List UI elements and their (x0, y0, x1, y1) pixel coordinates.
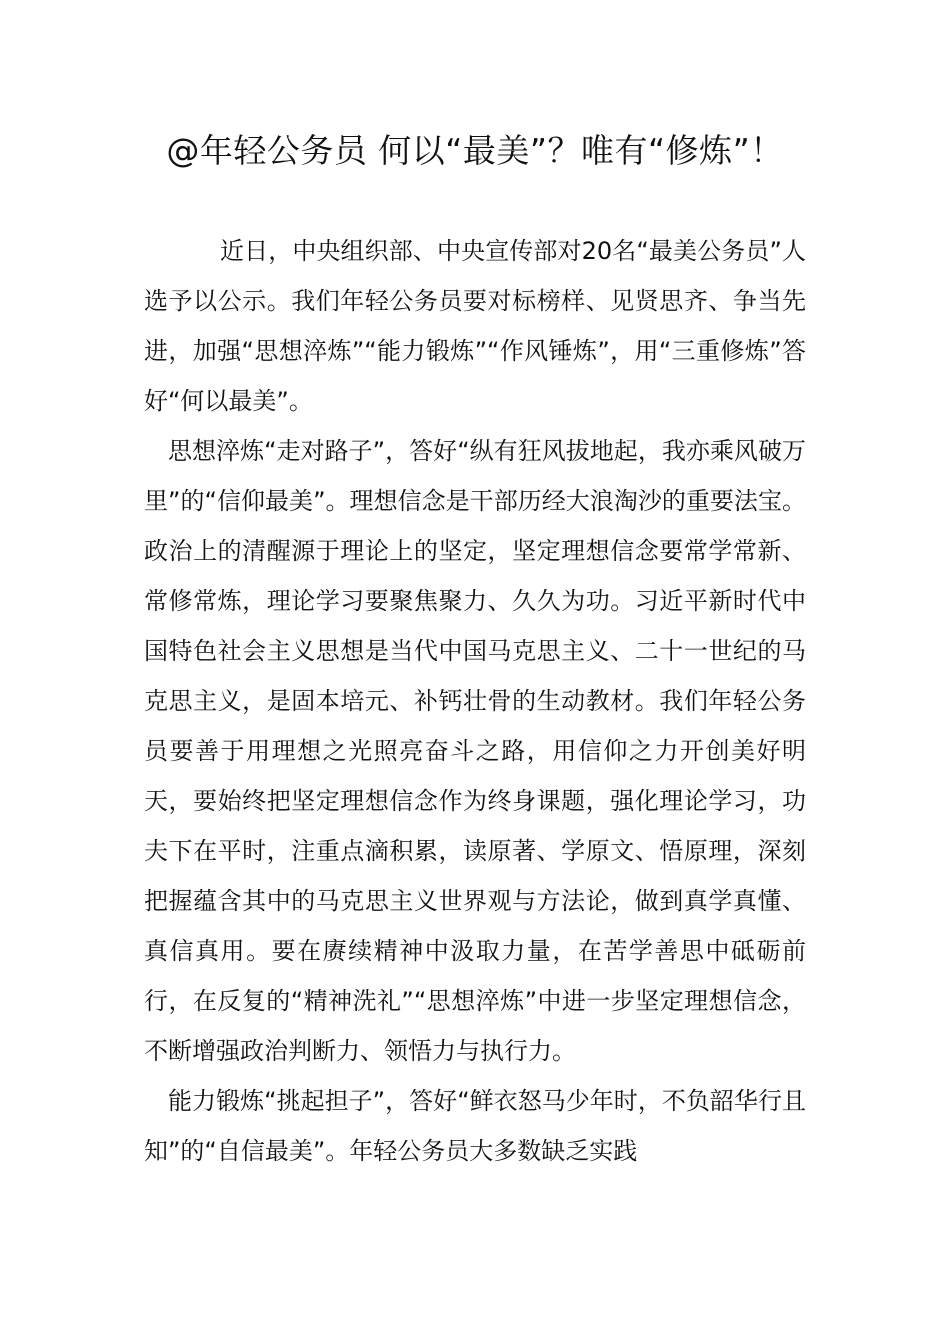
paragraph-thought-tempering: 思想淬炼“走对路子”，答好“纵有狂风拔地起，我亦乘风破万里”的“信仰最美”。理想信念是干部历经大浪淘沙的重要法宝。政治上的清醒源于理论上的坚定，坚定理想信念要常学常新、常修常炼，理论学习要聚焦聚力、久久为功。习近平新时代中国特色社会主义思想是当代中国马克思主义、二十一世纪的马克思主义，是固本培元、补钙壮骨的生动教材。我们年轻公务员要善于用理想之光照亮奋斗之路，用信仰之力开创美好明天，要始终把坚定理想信念作为终身课题，强化理论学习，功夫下在平时，注重点滴积累，读原著、学原文、悟原理，深刻把握蕴含其中的马克思主义世界观与方法论，做到真学真懂、真信真用。要在赓续精神中汲取力量，在苦学善思中砥砺前行，在反复的“精神洗礼”“思想淬炼”中进一步坚定理想信念，不断增强政治判断力、领悟力与执行力。 (144, 437, 806, 1065)
paragraph-ability-training: 能力锻炼“挑起担子”，答好“鲜衣怒马少年时，不负韶华行且知”的“自信最美”。年轻公务员大多数缺乏实践 (144, 1087, 806, 1165)
paragraph-intro: 近日，中央组织部、中央宣传部对20名“最美公务员”人选予以公示。我们年轻公务员要对标榜样、见贤思齐、争当先进，加强“思想淬炼”“能力锻炼”“作风锤炼”，用“三重修炼”答好“何以最美”。 (144, 237, 806, 415)
document-body (144, 226, 806, 1176)
document-title: @年轻公务员 何以“最美”？唯有“修炼”！ (166, 131, 784, 170)
